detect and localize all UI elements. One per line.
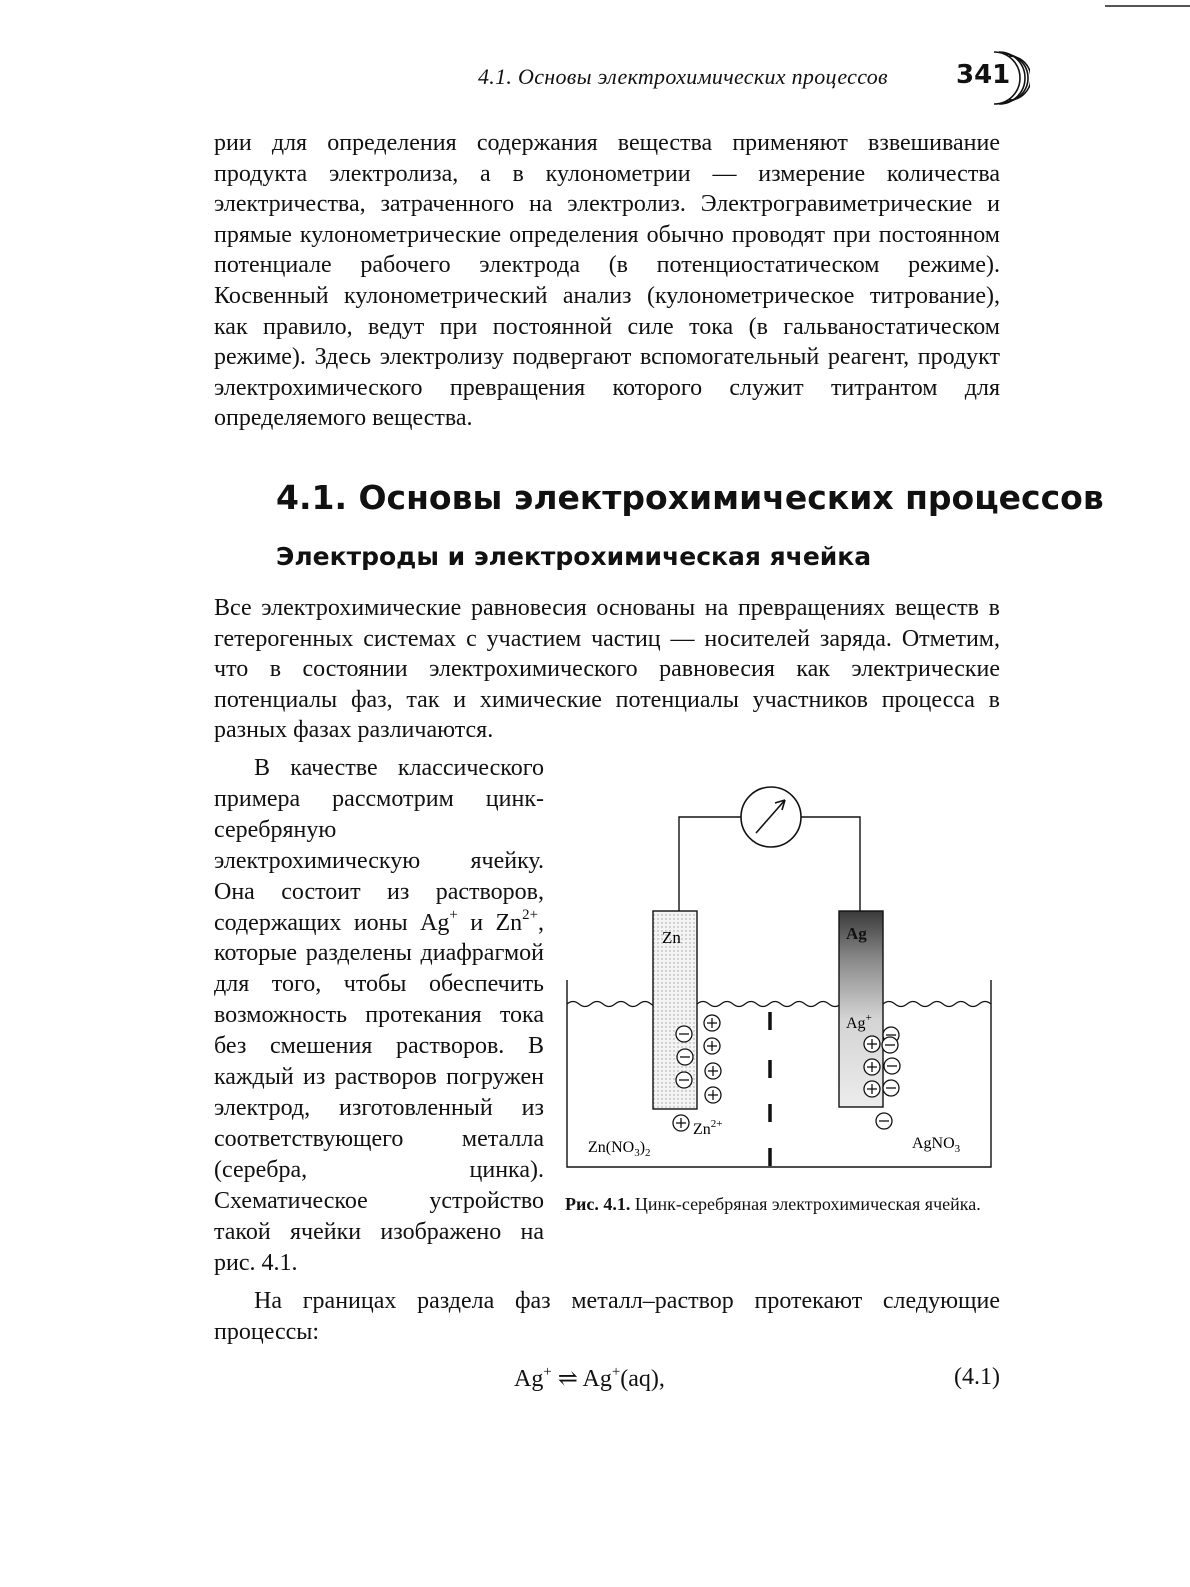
paragraph-processes-text: На границах раздела фаз металл–раствор протекают следующие процессы: (214, 1288, 1000, 1345)
ag-ion-label: Ag+ (846, 1012, 872, 1032)
plus-ion-icon (864, 1059, 880, 1075)
running-header (478, 58, 1018, 102)
ammeter-icon (741, 787, 801, 847)
cell-diagram (565, 782, 1000, 1174)
equation-4-1 (214, 1364, 1000, 1398)
plus-ion-icon (864, 1081, 880, 1097)
side-text-part1: В качестве классического примера рассмотрим цинк-серебряную электрохимическую ячейку. Она состоит из растворов, содержащих ионы (214, 755, 544, 936)
page-number: 341 (956, 60, 1011, 90)
section-title: 4.1. Основы электрохимических процессов (276, 478, 1104, 517)
plus-ion-icon (705, 1087, 721, 1103)
intro-paragraph: рии для определения содержания вещества применяют взвешивание продукта электролиза, а в кулонометрии — измерение количества электричества, затраченного на электролиз. Электрогравиметрические и прямые кулонометрические определения обычно проводят при постоянном потенциале рабочего электрода (в потенциостатическом режиме). Косвенный кулонометрический анализ (кулонометрическое титрование), как правило, ведут при постоянной силе тока (в гальваностатическом режиме). Здесь электролизу подвергают вспомогательный реагент, продукт электрохимического превращения которого служит титрантом для определяемого вещества. (214, 130, 1000, 432)
minus-ion-icon (882, 1037, 898, 1053)
side-text-part2: , которые разделены диафрагмой для того, чтобы обеспечить возможность протекания тока без смешения растворов. В каждый из растворов погружен электрод, изготовленный из соответствующего металла (серебра, цинка). Схематическое устройство такой ячейки изображено на рис. 4.1. (214, 909, 544, 1276)
ion-zn: $Zn^{2+}$ (495, 907, 538, 936)
plus-ion-icon (704, 1015, 720, 1031)
running-title: 4.1. Основы электрохимических процессов (478, 64, 888, 89)
equation-expression: Ag+ ⇌ Ag+(aq), (514, 1363, 665, 1392)
minus-ion-icon (876, 1113, 892, 1129)
subsection-title: Электроды и электрохимическая ячейка (276, 542, 872, 571)
wire-right (801, 817, 860, 911)
caption-text: Цинк-серебряная электрохимическая ячейка. (630, 1194, 981, 1214)
paragraph-processes (214, 1286, 1000, 1347)
figure-4-1 (565, 782, 1000, 1174)
corner-rule (1105, 5, 1190, 7)
zn-ion-label: $Zn^{2+}$ (693, 1118, 723, 1138)
plus-ion-icon (704, 1038, 720, 1054)
figure-caption (565, 1193, 1005, 1216)
paragraph-intro-equilibria: Все электрохимические равновесия основаны на превращениях веществ в гетерогенных системах с участием частиц — носителей заряда. Отметим, что в состоянии электрохимического равновесия как электрические потенциалы фаз, так и химические потенциалы участников процесса в разных фазах различаются. (214, 595, 1000, 744)
plus-ion-icon (705, 1063, 721, 1079)
ion-ag: Ag+ (420, 907, 458, 936)
left-solution-label: $Zn(NO_3)_2$ (588, 1139, 651, 1159)
surface-left (567, 1002, 663, 1007)
ag-electrode-label: Ag (846, 924, 867, 943)
wire-left (679, 817, 741, 911)
plus-ion-icon (864, 1036, 880, 1052)
side-paragraph (214, 753, 544, 1278)
plus-ion-icon (673, 1115, 689, 1131)
minus-ion-icon (676, 1072, 692, 1088)
right-solution-label: AgNO$_3$ (912, 1135, 961, 1155)
conjunction: и (457, 909, 496, 936)
page-number-arcs-icon (990, 46, 1030, 112)
equation-number: (4.1) (954, 1364, 1000, 1390)
surface-right (883, 1002, 991, 1007)
caption-number: Рис. 4.1. (565, 1194, 631, 1214)
minus-ion-icon (676, 1026, 692, 1042)
minus-ion-icon (677, 1049, 693, 1065)
minus-ion-icon (884, 1058, 900, 1074)
minus-ion-icon (883, 1080, 899, 1096)
zn-electrode-label: Zn (662, 928, 681, 947)
